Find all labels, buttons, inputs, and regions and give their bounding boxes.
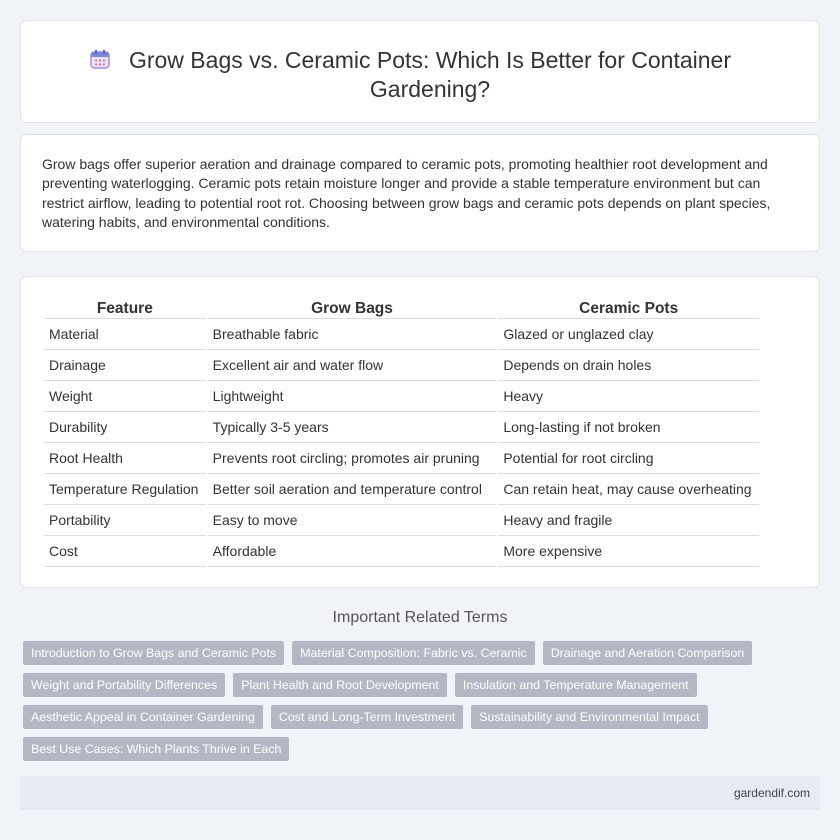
intro-card <box>20 134 820 252</box>
table-cell-ceramic-pots: Heavy <box>498 381 759 412</box>
table-cell-ceramic-pots: Depends on drain holes <box>498 350 759 381</box>
related-terms-heading: Important Related Terms <box>332 609 508 626</box>
title-card <box>20 20 820 123</box>
table-cell-feature: Cost <box>44 536 206 567</box>
related-terms-list <box>23 641 803 761</box>
table-row <box>44 381 759 412</box>
table-cell-grow-bags: Prevents root circling; promotes air pruning <box>208 443 497 474</box>
table-row <box>44 536 759 567</box>
table-row <box>44 443 759 474</box>
table-row <box>44 350 759 381</box>
table-cell-feature: Durability <box>44 412 206 443</box>
comparison-table-card <box>20 276 820 588</box>
related-term-tag[interactable]: Insulation and Temperature Management <box>455 673 697 697</box>
related-term-tag[interactable]: Weight and Portability Differences <box>23 673 225 697</box>
related-term-tag[interactable]: Aesthetic Appeal in Container Gardening <box>23 705 263 729</box>
table-cell-ceramic-pots: Potential for root circling <box>498 443 759 474</box>
column-header-feature: Feature <box>44 295 206 319</box>
page-title: Grow Bags vs. Ceramic Pots: Which Is Better for Container Gardening? <box>128 47 732 102</box>
related-term-tag[interactable]: Sustainability and Environmental Impact <box>471 705 707 729</box>
related-term-tag[interactable]: Introduction to Grow Bags and Ceramic Pots <box>23 641 284 665</box>
table-cell-grow-bags: Affordable <box>208 536 497 567</box>
table-row <box>44 474 759 505</box>
related-term-tag[interactable]: Drainage and Aeration Comparison <box>543 641 753 665</box>
column-header-grow-bags: Grow Bags <box>208 295 497 319</box>
table-cell-grow-bags: Typically 3-5 years <box>208 412 497 443</box>
table-cell-grow-bags: Easy to move <box>208 505 497 536</box>
intro-paragraph: Grow bags offer superior aeration and drainage compared to ceramic pots, promoting healthier root development and preventing waterlogging. Ceramic pots retain moisture longer and provide a stable temperature environment but can restrict airflow, leading to potential root rot. Choosing between grow bags and ceramic pots depends on plant species, watering habits, and environmental conditions. <box>42 156 771 231</box>
table-cell-feature: Material <box>44 319 206 350</box>
related-term-tag[interactable]: Cost and Long-Term Investment <box>271 705 463 729</box>
comparison-table <box>42 295 761 567</box>
table-cell-feature: Drainage <box>44 350 206 381</box>
column-header-ceramic-pots: Ceramic Pots <box>498 295 759 319</box>
related-term-tag[interactable]: Material Composition: Fabric vs. Ceramic <box>292 641 535 665</box>
table-cell-grow-bags: Excellent air and water flow <box>208 350 497 381</box>
footer <box>20 776 820 810</box>
table-cell-ceramic-pots: Can retain heat, may cause overheating <box>498 474 759 505</box>
table-cell-feature: Root Health <box>44 443 206 474</box>
table-cell-ceramic-pots: Long-lasting if not broken <box>498 412 759 443</box>
table-cell-ceramic-pots: Glazed or unglazed clay <box>498 319 759 350</box>
table-cell-feature: Portability <box>44 505 206 536</box>
table-cell-ceramic-pots: Heavy and fragile <box>498 505 759 536</box>
table-cell-grow-bags: Lightweight <box>208 381 497 412</box>
related-term-tag[interactable]: Plant Health and Root Development <box>233 673 447 697</box>
table-cell-grow-bags: Better soil aeration and temperature control <box>208 474 497 505</box>
footer-site-name[interactable]: gardendif.com <box>733 786 810 800</box>
table-row <box>44 412 759 443</box>
related-term-tag[interactable]: Best Use Cases: Which Plants Thrive in Each <box>23 737 289 761</box>
table-row <box>44 505 759 536</box>
table-row <box>44 319 759 350</box>
table-cell-grow-bags: Breathable fabric <box>208 319 497 350</box>
table-cell-ceramic-pots: More expensive <box>498 536 759 567</box>
table-cell-feature: Temperature Regulation <box>44 474 206 505</box>
table-cell-feature: Weight <box>44 381 206 412</box>
table-header-row <box>44 295 759 319</box>
